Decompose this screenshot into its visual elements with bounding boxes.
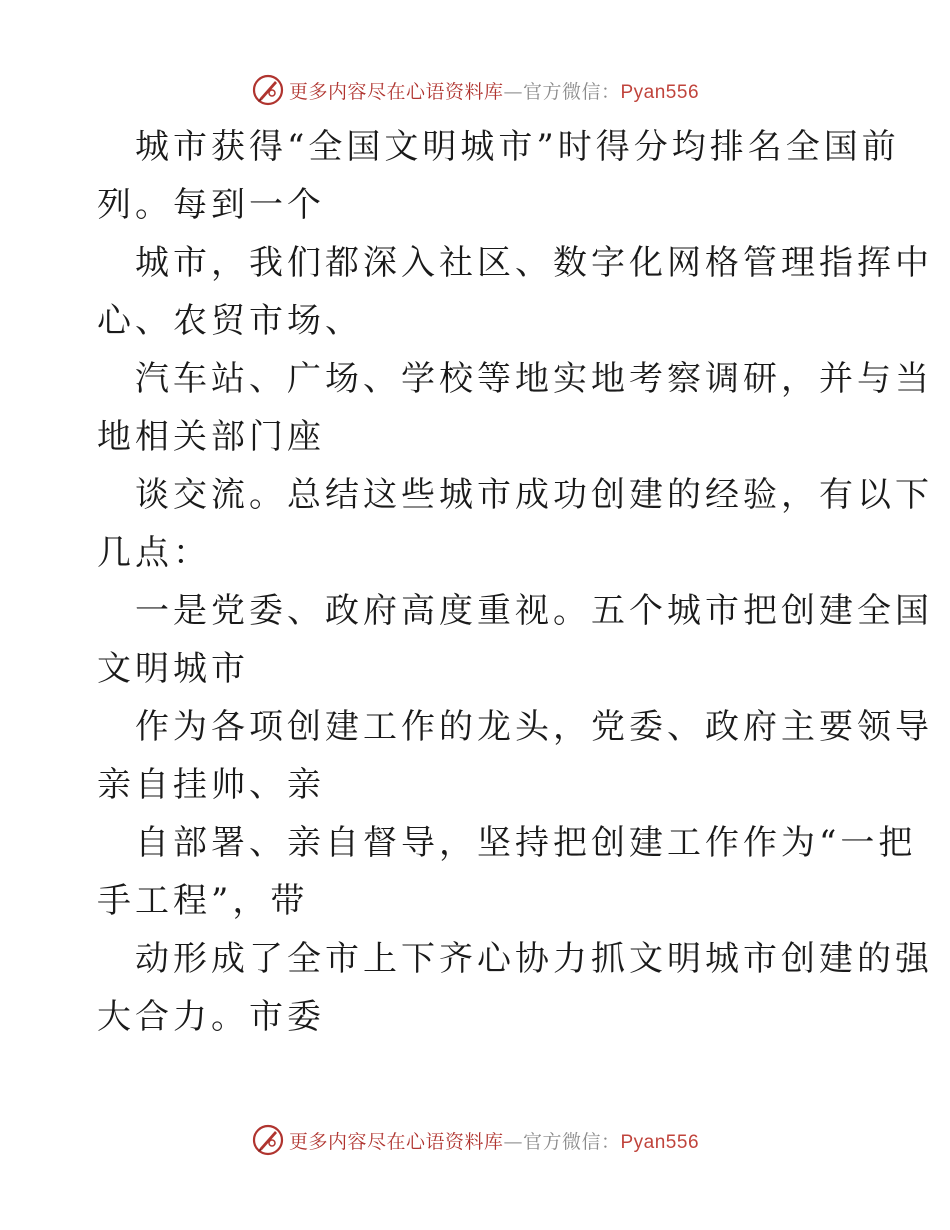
paragraph-line-continued: 列。每到一个	[97, 185, 325, 225]
paragraph-line-continued: 心、农贸市场、	[97, 301, 363, 341]
footer-dash: —	[503, 1130, 523, 1153]
quill-logo-icon	[251, 73, 285, 107]
footer-brand-text: 更多内容尽在心语资料库	[288, 1130, 504, 1153]
quill-logo-icon	[251, 1123, 285, 1157]
paragraph-line: 城市获得“全国文明城市”时得分均排名全国前	[135, 127, 900, 167]
paragraph-line: 谈交流。总结这些城市成功创建的经验，有以下	[135, 475, 933, 515]
paragraph-line: 动形成了全市上下齐心协力抓文明城市创建的强	[135, 939, 933, 979]
header-wechat-id: Pyan556	[620, 81, 700, 103]
paragraph-line-continued: 亲自挂帅、亲	[97, 765, 325, 805]
paragraph-line: 作为各项创建工作的龙头，党委、政府主要领导	[135, 707, 933, 747]
paragraph	[97, 814, 917, 930]
paragraph	[97, 582, 933, 698]
paragraph-line-continued: 手工程”，带	[97, 881, 309, 921]
paragraph	[97, 466, 933, 582]
paragraph	[97, 118, 900, 234]
header-wechat-label: 官方微信：	[522, 80, 621, 103]
header-dash: —	[503, 80, 523, 103]
paragraph-line: 城市，我们都深入社区、数字化网格管理指挥中	[135, 243, 933, 283]
paragraph	[97, 234, 933, 350]
document-body	[97, 118, 933, 1046]
paragraph-line: 自部署、亲自督导，坚持把创建工作作为“一把	[135, 823, 917, 863]
paragraph	[97, 350, 933, 466]
paragraph-line: 一是党委、政府高度重视。五个城市把创建全国	[135, 591, 933, 631]
paragraph	[97, 930, 933, 1046]
paragraph-line-continued: 文明城市	[97, 649, 249, 689]
footer-wechat-label: 官方微信：	[522, 1130, 621, 1153]
paragraph	[97, 698, 933, 814]
header-banner	[0, 70, 950, 110]
paragraph-line-continued: 几点：	[97, 533, 211, 573]
footer-banner	[0, 1120, 950, 1160]
footer-wechat-id: Pyan556	[620, 1131, 700, 1153]
paragraph-line: 汽车站、广场、学校等地实地考察调研，并与当	[135, 359, 933, 399]
paragraph-line-continued: 大合力。市委	[97, 997, 325, 1037]
header-brand-text: 更多内容尽在心语资料库	[288, 80, 504, 103]
paragraph-line-continued: 地相关部门座	[97, 417, 325, 457]
